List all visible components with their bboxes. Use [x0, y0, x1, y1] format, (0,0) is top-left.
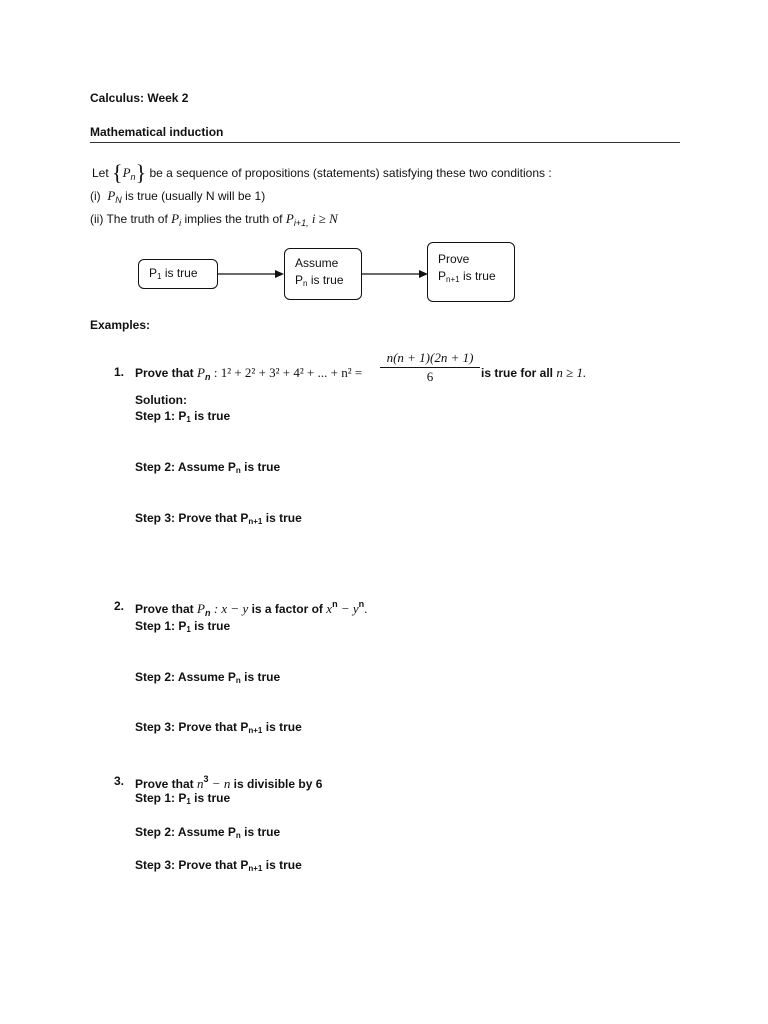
ex2-expr: : x − y [213, 601, 249, 616]
box3-line1: Prove [438, 252, 470, 266]
ex1-step1-text: Step 1: P [135, 409, 187, 423]
ex1-step3-sub: n+1 [248, 517, 263, 526]
ex2-step1-end: is true [194, 619, 231, 633]
ex1-step3-text: Step 3: Prove that P [135, 511, 249, 525]
ex3-step1-sub: 1 [186, 797, 191, 806]
ex1-step2-text: Step 2: Assume P [135, 460, 236, 474]
flow-box-base-case [138, 259, 218, 289]
box1-b: is true [164, 266, 198, 280]
ex1-cond: n ≥ 1. [556, 365, 587, 380]
ex3-statement [135, 774, 322, 792]
box2-b: is true [310, 273, 344, 287]
ex3-rest: − n [208, 776, 231, 791]
heading-divider [90, 142, 680, 143]
cond2-sub2: i+1, [293, 218, 309, 228]
cond2-c: i ≥ N [311, 211, 338, 226]
cond1-sub: N [115, 195, 122, 205]
condition-2 [90, 211, 338, 228]
box3-b: is true [462, 269, 496, 283]
cond2-sub: i [179, 218, 182, 228]
ex2-step3-sub: n+1 [248, 726, 263, 735]
flow-box-assume [284, 248, 362, 300]
ex1-fraction [380, 350, 480, 385]
ex2-step2-sub: n [235, 676, 241, 685]
ex3-step2-text: Step 2: Assume P [135, 825, 236, 839]
ex3-sup: 3 [203, 774, 209, 784]
ex1-tail-text: is true for all [481, 366, 554, 380]
box2-line1: Assume [295, 256, 339, 270]
ex3-step1 [135, 791, 230, 806]
ex3-step3-sub: n+1 [248, 864, 263, 873]
ex3-number: 3. [114, 774, 125, 788]
flow-box-prove [427, 242, 515, 302]
ex2-number: 2. [114, 599, 125, 613]
ex1-solution: Solution: [135, 393, 187, 407]
box1-a: P [149, 266, 158, 280]
ex1-step1 [135, 409, 230, 424]
flow-arrow-1 [218, 268, 284, 280]
cond1-sym: P [107, 188, 116, 203]
seq-sub: n [130, 172, 136, 182]
cond2-sym: P [171, 211, 180, 226]
ex3-step3-end: is true [265, 858, 302, 872]
ex2-step2 [135, 670, 280, 685]
ex1-tail [481, 365, 586, 381]
examples-heading: Examples: [90, 318, 151, 332]
ex1-step2-sub: n [235, 466, 241, 475]
box3-line2 [438, 268, 504, 288]
ex1-number: 1. [114, 365, 125, 379]
ex1-denominator: 6 [426, 369, 434, 384]
ex2-step3-end: is true [265, 720, 302, 734]
cond1-text: is true (usually N will be 1) [125, 189, 266, 203]
ex2-step3-text: Step 3: Prove that P [135, 720, 249, 734]
ex2-y: − y [337, 601, 359, 616]
box2-a: P [295, 273, 304, 287]
intro-line: Let $\{P_n\}$ be a sequence of propositions (statements) satisfying these two conditions : [92, 160, 552, 185]
ex2-xsup: n [332, 599, 338, 609]
cond2-b: implies the truth of [184, 212, 283, 226]
seq-symbol: P [122, 165, 131, 180]
ex1-numerator: n(n + 1)(2n + 1) [386, 350, 474, 365]
ex1-step1-end: is true [194, 409, 231, 423]
ex3-tail: is divisible by 6 [233, 777, 323, 791]
ex2-step3 [135, 720, 302, 735]
cond2-a: The truth of [106, 212, 168, 226]
condition-1 [90, 188, 265, 205]
box3-a: P [438, 269, 447, 283]
ex2-step2-text: Step 2: Assume P [135, 670, 236, 684]
ex3-step3-text: Step 3: Prove that P [135, 858, 249, 872]
cond2-num: (ii) [90, 212, 104, 226]
ex2-x: x [326, 601, 333, 616]
ex1-prove: Prove that [135, 366, 194, 380]
ex1-lhs-sub: n [204, 372, 211, 382]
ex1-step1-sub: 1 [186, 415, 191, 424]
ex1-step2-end: is true [244, 460, 281, 474]
ex2-step1 [135, 619, 230, 634]
ex2-step1-text: Step 1: P [135, 619, 187, 633]
ex3-step1-end: is true [194, 791, 231, 805]
ex3-step2 [135, 825, 280, 840]
ex2-step1-sub: 1 [186, 625, 191, 634]
box2-sub: n [303, 279, 308, 288]
ex1-step3-end: is true [265, 511, 302, 525]
box3-sub: n+1 [446, 275, 460, 284]
ex2-sym-sub: n [204, 608, 211, 618]
ex2-mid: is a factor of [251, 602, 323, 616]
ex3-step2-end: is true [244, 825, 281, 839]
course-title: Calculus: Week 2 [90, 91, 189, 105]
ex3-step1-text: Step 1: P [135, 791, 187, 805]
ex2-sym: P [197, 601, 205, 616]
ex1-lhs: P [197, 365, 205, 380]
ex2-ysup: n [358, 599, 365, 609]
section-heading: Mathematical induction [90, 125, 224, 139]
box1-sub: 1 [157, 272, 162, 281]
box2-line2 [295, 272, 351, 292]
ex3-step2-sub: n [235, 831, 241, 840]
flow-arrow-2 [362, 268, 428, 280]
intro-text: be a sequence of propositions (statements) satisfying these two conditions : [149, 166, 552, 180]
ex1-formula-body: : 1² + 2² + 3² + 4² + ... + n² = [213, 365, 363, 380]
cond2-sym2: P [285, 211, 294, 226]
ex2-prove: Prove that [135, 602, 194, 616]
ex1-statement [135, 365, 362, 382]
ex1-step3 [135, 511, 302, 526]
ex2-statement [135, 599, 367, 618]
ex3-step3 [135, 858, 302, 873]
fraction-bar [380, 367, 480, 368]
ex1-step2 [135, 460, 280, 475]
cond1-num: (i) [90, 189, 101, 203]
ex3-n: n [197, 776, 204, 791]
ex2-step2-end: is true [244, 670, 281, 684]
ex3-prove: Prove that [135, 777, 194, 791]
ex2-period: . [364, 601, 368, 616]
intro-let: Let [92, 166, 109, 180]
